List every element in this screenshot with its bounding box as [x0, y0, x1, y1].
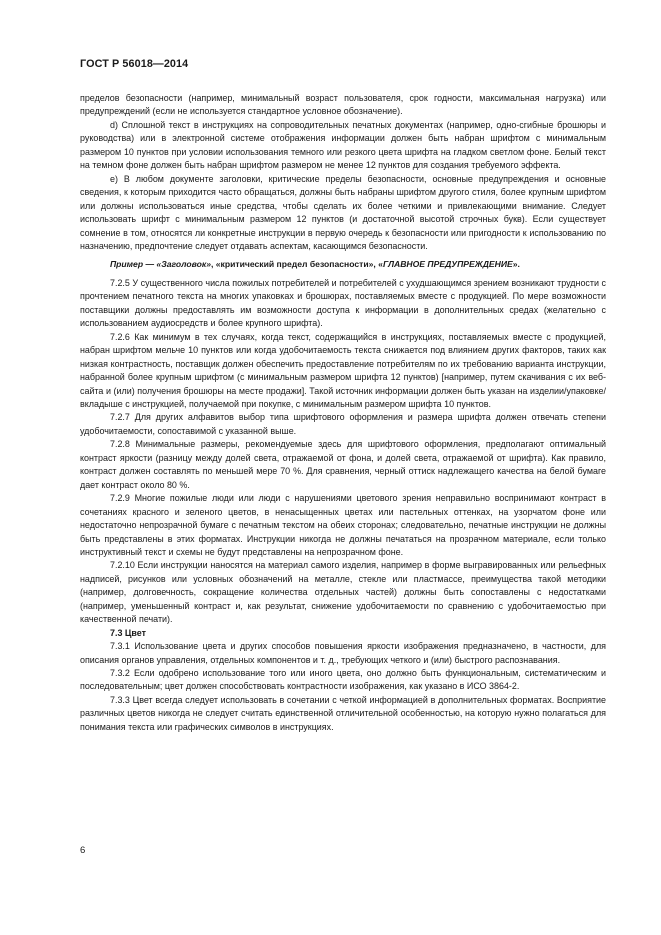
page-number: 6 [80, 845, 86, 856]
paragraph-7-3-3: 7.3.3 Цвет всегда следует использовать в сочетании с четкой информацией в дополнительных форматах. Восприятие различных цветов никогда не следует считать единственной отличительной особенностью, на которую нужно полагаться для понимания текста или графических символов в инструкциях. [80, 694, 606, 732]
example-lead: Пример — «Заголовок» [110, 259, 211, 270]
paragraph-7-2-9: 7.2.9 Многие пожилые люди или люди с нарушениями цветового зрения неправильно воспринимают контраст в сочетаниях красного и зеленого цветов, в ненасыщенных цветах или пастельных оттенках, на узорчатом фоне или недостаточно непрозрачной бумаге с печатным текстом на обеих сторонах; следовательно, печатные инструкции не должны быть представлены в этих форматах. Инструкции никогда не должны печататься на прозрачном материале, если только инструктивный текст и схемы не будут представлены на непрозрачном фоне. [80, 493, 606, 557]
example-tail: ». [512, 259, 520, 270]
paragraph-7-3-1: 7.3.1 Использование цвета и других способов повышения яркости изображения предназначено, в частности, для описания органов управления, отдельных компонентов и т. д., требующих четкого и (или) быстрого распознавания. [80, 641, 606, 665]
paragraph-7-2-5: 7.2.5 У существенного числа пожилых потребителей и потребителей с ухудшающимся зрением возникают трудности с прочтением печатного текста на многих упаковках и брошюрах, поставляемых вместе с продукцией. По мере возможности поставщики должны предоставлять им возможности доступа к информации в дополнительных средах (желательно с использованием аудиосредств и более крупного шрифта). [80, 277, 606, 329]
example-middle: , «критический предел безопасности», « [210, 259, 383, 270]
document-body [80, 92, 606, 734]
example-note [80, 258, 606, 271]
paragraph-item-e: e) В любом документе заголовки, критические пределы безопасности, основные предупреждения и основные сведения, к которым приходится часто обращаться, должны быть набраны шрифтом другого стиля, более крупным шрифтом или должны использоваться иные средства, чтобы сделать их более четкими и привлекающими внимание. Следует использовать шрифт с минимальным размером 12 пунктов (и достаточной высотой строчных букв). Если существует сомнение в том, относятся ли конкретные инструкции в первую очередь к безопасности или пригодности к использованию по назначению, предпочтение следует отдавать аспектам, касающимся безопасности. [80, 173, 606, 251]
paragraph-7-2-6: 7.2.6 Как минимум в тех случаях, когда текст, содержащийся в инструкциях, поставляемых вместе с продукцией, набран шрифтом мельче 10 пунктов или когда удобочитаемость текста снижается под влиянием других факторов, таких как низкая контрастность, поставщик должен обеспечить предоставление потребителям по их требованию варианта инструкции, набранной более крупным шрифтом (с минимальным размером шрифта 12 пунктов) [например, путем скачивания с их веб-сайта и (или) получения брошюры на месте продажи]. Такой источник информации должен быть указан на изделии/упаковке/вкладыше с инструкцией, получаемой при покупке, с минимальным размером шрифта 10 пунктов. [80, 331, 606, 409]
example-warning: ГЛАВНОЕ ПРЕДУПРЕЖДЕНИЕ [382, 259, 513, 270]
paragraph-7-2-7: 7.2.7 Для других алфавитов выбор типа шрифтового оформления и размера шрифта должен отвечать степени удобочитаемости, сопоставимой с указанной выше. [80, 412, 606, 436]
paragraph-continuation: пределов безопасности (например, минимальный возраст пользователя, срок годности, максимальная нагрузка) или предупреждений (если не используется стандартное условное обозначение). [80, 93, 606, 117]
section-title: 7.3 Цвет [110, 627, 147, 638]
paragraph-7-3-2: 7.3.2 Если одобрено использование того или иного цвета, оно должно быть функциональным, систематическим и последовательным; цвет должен способствовать контрастности изображения, как указано в ИСО 3864-2. [80, 668, 606, 692]
document-header: ГОСТ Р 56018—2014 [80, 58, 189, 70]
paragraph-7-2-10: 7.2.10 Если инструкции наносятся на материал самого изделия, например в форме выгравированных или рельефных надписей, рисунков или условных обозначений на металле, стекле или пластмассе, преимущества такой методики (например, долговечность, сокращение количества отдельных частей) должны быть сопоставлены с недостатками (например, уменьшенный контраст и, как результат, снижение удобочитаемости по сравнению с удобочитаемостью при качественной печати). [80, 560, 606, 625]
paragraph-item-d: d) Сплошной текст в инструкциях на сопроводительных печатных документах (например, одно-сгибные брошюры и руководства) или в электронной системе отображения информации должен быть набран шрифтом с минимальным размером 10 пунктов при условии использования темного или резкого цвета шрифта на гладком светлом фоне. Белый текст на темном фоне должен быть набран шрифтом размером не менее 12 пунктов для создания требуемого эффекта. [80, 119, 606, 171]
paragraph-7-2-8: 7.2.8 Минимальные размеры, рекомендуемые здесь для шрифтового оформления, предполагают оптимальный контраст яркости (разницу между долей света, отражаемой от фона, и долей света, отражаемой от шрифта). Как правило, контраст должен составлять по меньшей мере 70 %. Для сравнения, черный оттиск надлежащего качества на белой бумаге дает контраст около 80 %. [80, 439, 606, 490]
